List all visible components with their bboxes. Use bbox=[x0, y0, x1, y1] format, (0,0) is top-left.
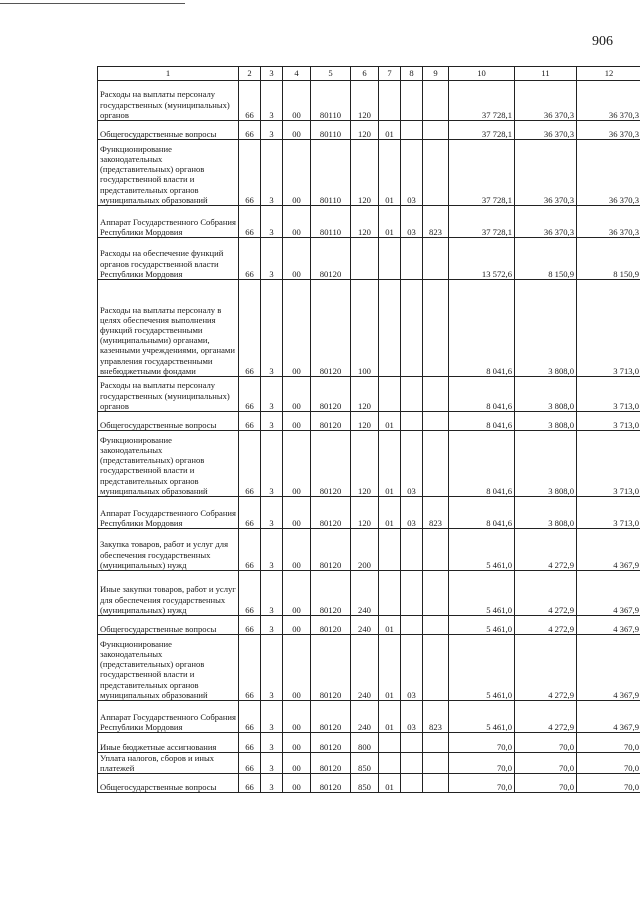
table-row bbox=[98, 635, 640, 701]
cell-col-8 bbox=[401, 81, 423, 121]
cell-col-2: 66 bbox=[239, 616, 261, 635]
cell-col-6: 240 bbox=[351, 616, 379, 635]
cell-col-10: 70,0 bbox=[449, 774, 515, 793]
cell-col-10: 5 461,0 bbox=[449, 635, 515, 701]
cell-col-4: 00 bbox=[283, 140, 311, 206]
cell-col-4: 00 bbox=[283, 431, 311, 497]
row-name: Расходы на выплаты персоналу государственных (муниципальных) органов bbox=[98, 377, 239, 412]
cell-col-8: 03 bbox=[401, 701, 423, 733]
cell-col-2: 66 bbox=[239, 753, 261, 774]
cell-col-11: 3 808,0 bbox=[515, 497, 577, 529]
cell-col-2: 66 bbox=[239, 497, 261, 529]
cell-col-4: 00 bbox=[283, 497, 311, 529]
cell-col-6: 200 bbox=[351, 529, 379, 571]
cell-col-9 bbox=[423, 121, 449, 140]
row-name: Функционирование законодательных (представительных) органов государственной власти и представительных органов муниципальных образований bbox=[98, 635, 239, 701]
cell-col-7: 01 bbox=[379, 497, 401, 529]
cell-col-5: 80120 bbox=[311, 238, 351, 280]
row-name: Общегосударственные вопросы bbox=[98, 774, 239, 793]
cell-col-6: 120 bbox=[351, 412, 379, 431]
header-col-1: 1 bbox=[98, 67, 239, 81]
cell-col-5: 80120 bbox=[311, 571, 351, 616]
cell-col-6 bbox=[351, 238, 379, 280]
cell-col-12: 36 370,3 bbox=[577, 206, 640, 238]
cell-col-11: 3 808,0 bbox=[515, 412, 577, 431]
cell-col-10: 8 041,6 bbox=[449, 497, 515, 529]
row-name: Функционирование законодательных (представительных) органов государственной власти и представительных органов муниципальных образований bbox=[98, 140, 239, 206]
cell-col-2: 66 bbox=[239, 121, 261, 140]
cell-col-8: 03 bbox=[401, 206, 423, 238]
header-col-5: 5 bbox=[311, 67, 351, 81]
cell-col-8 bbox=[401, 753, 423, 774]
table-row bbox=[98, 431, 640, 497]
cell-col-4: 00 bbox=[283, 571, 311, 616]
row-name: Аппарат Государственного Собрания Республики Мордовия bbox=[98, 701, 239, 733]
cell-col-11: 4 272,9 bbox=[515, 529, 577, 571]
cell-col-2: 66 bbox=[239, 206, 261, 238]
header-col-9: 9 bbox=[423, 67, 449, 81]
cell-col-5: 80120 bbox=[311, 280, 351, 377]
cell-col-2: 66 bbox=[239, 377, 261, 412]
cell-col-6: 120 bbox=[351, 206, 379, 238]
cell-col-7 bbox=[379, 571, 401, 616]
header-col-8: 8 bbox=[401, 67, 423, 81]
cell-col-10: 5 461,0 bbox=[449, 616, 515, 635]
cell-col-10: 8 041,6 bbox=[449, 280, 515, 377]
cell-col-3: 3 bbox=[261, 377, 283, 412]
cell-col-10: 37 728,1 bbox=[449, 121, 515, 140]
cell-col-4: 00 bbox=[283, 529, 311, 571]
cell-col-10: 37 728,1 bbox=[449, 206, 515, 238]
cell-col-5: 80110 bbox=[311, 140, 351, 206]
budget-table bbox=[97, 66, 640, 793]
table-row bbox=[98, 412, 640, 431]
cell-col-6: 120 bbox=[351, 377, 379, 412]
cell-col-7 bbox=[379, 529, 401, 571]
cell-col-10: 70,0 bbox=[449, 733, 515, 753]
cell-col-2: 66 bbox=[239, 529, 261, 571]
cell-col-6: 100 bbox=[351, 280, 379, 377]
cell-col-2: 66 bbox=[239, 81, 261, 121]
cell-col-3: 3 bbox=[261, 774, 283, 793]
cell-col-12: 36 370,3 bbox=[577, 81, 640, 121]
cell-col-7: 01 bbox=[379, 635, 401, 701]
cell-col-12: 36 370,3 bbox=[577, 121, 640, 140]
cell-col-11: 3 808,0 bbox=[515, 280, 577, 377]
cell-col-11: 3 808,0 bbox=[515, 431, 577, 497]
header-col-4: 4 bbox=[283, 67, 311, 81]
cell-col-9 bbox=[423, 753, 449, 774]
cell-col-7 bbox=[379, 238, 401, 280]
cell-col-2: 66 bbox=[239, 635, 261, 701]
cell-col-10: 13 572,6 bbox=[449, 238, 515, 280]
cell-col-8 bbox=[401, 616, 423, 635]
cell-col-3: 3 bbox=[261, 753, 283, 774]
cell-col-12: 36 370,3 bbox=[577, 140, 640, 206]
cell-col-8 bbox=[401, 238, 423, 280]
cell-col-2: 66 bbox=[239, 571, 261, 616]
cell-col-12: 4 367,9 bbox=[577, 616, 640, 635]
cell-col-2: 66 bbox=[239, 701, 261, 733]
table-row bbox=[98, 616, 640, 635]
cell-col-12: 3 713,0 bbox=[577, 431, 640, 497]
cell-col-9 bbox=[423, 412, 449, 431]
cell-col-5: 80120 bbox=[311, 377, 351, 412]
cell-col-4: 00 bbox=[283, 701, 311, 733]
cell-col-8 bbox=[401, 571, 423, 616]
cell-col-3: 3 bbox=[261, 497, 283, 529]
cell-col-7: 01 bbox=[379, 431, 401, 497]
cell-col-6: 120 bbox=[351, 431, 379, 497]
cell-col-3: 3 bbox=[261, 238, 283, 280]
cell-col-4: 00 bbox=[283, 412, 311, 431]
table-row bbox=[98, 140, 640, 206]
cell-col-5: 80120 bbox=[311, 774, 351, 793]
table-row bbox=[98, 121, 640, 140]
cell-col-3: 3 bbox=[261, 616, 283, 635]
cell-col-8: 03 bbox=[401, 431, 423, 497]
cell-col-11: 8 150,9 bbox=[515, 238, 577, 280]
cell-col-4: 00 bbox=[283, 753, 311, 774]
cell-col-6: 850 bbox=[351, 774, 379, 793]
cell-col-11: 36 370,3 bbox=[515, 206, 577, 238]
cell-col-11: 4 272,9 bbox=[515, 571, 577, 616]
cell-col-2: 66 bbox=[239, 733, 261, 753]
cell-col-11: 70,0 bbox=[515, 774, 577, 793]
cell-col-8 bbox=[401, 733, 423, 753]
cell-col-12: 4 367,9 bbox=[577, 701, 640, 733]
cell-col-12: 4 367,9 bbox=[577, 571, 640, 616]
cell-col-6: 120 bbox=[351, 121, 379, 140]
cell-col-3: 3 bbox=[261, 121, 283, 140]
cell-col-10: 5 461,0 bbox=[449, 571, 515, 616]
cell-col-4: 00 bbox=[283, 635, 311, 701]
cell-col-3: 3 bbox=[261, 81, 283, 121]
cell-col-6: 240 bbox=[351, 635, 379, 701]
cell-col-3: 3 bbox=[261, 280, 283, 377]
cell-col-7: 01 bbox=[379, 121, 401, 140]
table-row bbox=[98, 774, 640, 793]
cell-col-12: 8 150,9 bbox=[577, 238, 640, 280]
cell-col-6: 800 bbox=[351, 733, 379, 753]
table-row bbox=[98, 497, 640, 529]
cell-col-3: 3 bbox=[261, 140, 283, 206]
cell-col-6: 240 bbox=[351, 701, 379, 733]
cell-col-8: 03 bbox=[401, 497, 423, 529]
cell-col-5: 80120 bbox=[311, 431, 351, 497]
cell-col-11: 70,0 bbox=[515, 733, 577, 753]
cell-col-10: 8 041,6 bbox=[449, 412, 515, 431]
header-col-2: 2 bbox=[239, 67, 261, 81]
cell-col-3: 3 bbox=[261, 529, 283, 571]
cell-col-7: 01 bbox=[379, 701, 401, 733]
cell-col-5: 80120 bbox=[311, 529, 351, 571]
cell-col-11: 36 370,3 bbox=[515, 140, 577, 206]
cell-col-8 bbox=[401, 280, 423, 377]
row-name: Иные закупки товаров, работ и услуг для обеспечения государственных (муниципальных) нужд bbox=[98, 571, 239, 616]
table-row bbox=[98, 206, 640, 238]
cell-col-10: 5 461,0 bbox=[449, 529, 515, 571]
cell-col-9 bbox=[423, 635, 449, 701]
cell-col-12: 4 367,9 bbox=[577, 635, 640, 701]
cell-col-7: 01 bbox=[379, 774, 401, 793]
cell-col-2: 66 bbox=[239, 238, 261, 280]
row-name: Расходы на выплаты персоналу государственных (муниципальных) органов bbox=[98, 81, 239, 121]
row-name: Общегосударственные вопросы bbox=[98, 412, 239, 431]
cell-col-12: 4 367,9 bbox=[577, 529, 640, 571]
cell-col-7: 01 bbox=[379, 616, 401, 635]
cell-col-3: 3 bbox=[261, 206, 283, 238]
table-row bbox=[98, 529, 640, 571]
row-name: Иные бюджетные ассигнования bbox=[98, 733, 239, 753]
cell-col-5: 80110 bbox=[311, 206, 351, 238]
cell-col-8 bbox=[401, 412, 423, 431]
cell-col-4: 00 bbox=[283, 616, 311, 635]
cell-col-3: 3 bbox=[261, 571, 283, 616]
cell-col-7 bbox=[379, 753, 401, 774]
cell-col-6: 850 bbox=[351, 753, 379, 774]
row-name: Общегосударственные вопросы bbox=[98, 616, 239, 635]
cell-col-4: 00 bbox=[283, 238, 311, 280]
cell-col-4: 00 bbox=[283, 206, 311, 238]
cell-col-7: 01 bbox=[379, 140, 401, 206]
cell-col-5: 80110 bbox=[311, 121, 351, 140]
cell-col-4: 00 bbox=[283, 121, 311, 140]
cell-col-3: 3 bbox=[261, 635, 283, 701]
cell-col-8 bbox=[401, 377, 423, 412]
table-row bbox=[98, 280, 640, 377]
table-row bbox=[98, 81, 640, 121]
row-name: Общегосударственные вопросы bbox=[98, 121, 239, 140]
table-row bbox=[98, 238, 640, 280]
cell-col-12: 70,0 bbox=[577, 753, 640, 774]
cell-col-4: 00 bbox=[283, 774, 311, 793]
cell-col-10: 37 728,1 bbox=[449, 140, 515, 206]
cell-col-10: 70,0 bbox=[449, 753, 515, 774]
cell-col-12: 3 713,0 bbox=[577, 412, 640, 431]
cell-col-6: 120 bbox=[351, 81, 379, 121]
cell-col-8 bbox=[401, 121, 423, 140]
cell-col-11: 3 808,0 bbox=[515, 377, 577, 412]
cell-col-3: 3 bbox=[261, 701, 283, 733]
row-name: Уплата налогов, сборов и иных платежей bbox=[98, 753, 239, 774]
cell-col-8 bbox=[401, 529, 423, 571]
row-name: Расходы на обеспечение функций органов государственной власти Республики Мордовия bbox=[98, 238, 239, 280]
cell-col-11: 4 272,9 bbox=[515, 701, 577, 733]
cell-col-10: 8 041,6 bbox=[449, 431, 515, 497]
cell-col-4: 00 bbox=[283, 733, 311, 753]
header-col-7: 7 bbox=[379, 67, 401, 81]
cell-col-10: 5 461,0 bbox=[449, 701, 515, 733]
cell-col-8: 03 bbox=[401, 140, 423, 206]
cell-col-2: 66 bbox=[239, 412, 261, 431]
top-rule bbox=[0, 3, 185, 4]
cell-col-5: 80120 bbox=[311, 701, 351, 733]
cell-col-4: 00 bbox=[283, 377, 311, 412]
cell-col-3: 3 bbox=[261, 431, 283, 497]
cell-col-2: 66 bbox=[239, 280, 261, 377]
table-row bbox=[98, 571, 640, 616]
cell-col-7: 01 bbox=[379, 206, 401, 238]
cell-col-9 bbox=[423, 571, 449, 616]
cell-col-4: 00 bbox=[283, 280, 311, 377]
cell-col-11: 4 272,9 bbox=[515, 635, 577, 701]
cell-col-5: 80110 bbox=[311, 81, 351, 121]
cell-col-11: 36 370,3 bbox=[515, 81, 577, 121]
cell-col-5: 80120 bbox=[311, 497, 351, 529]
cell-col-12: 3 713,0 bbox=[577, 497, 640, 529]
cell-col-7 bbox=[379, 733, 401, 753]
header-col-3: 3 bbox=[261, 67, 283, 81]
cell-col-9: 823 bbox=[423, 206, 449, 238]
cell-col-5: 80120 bbox=[311, 412, 351, 431]
cell-col-7 bbox=[379, 280, 401, 377]
cell-col-12: 3 713,0 bbox=[577, 280, 640, 377]
cell-col-9 bbox=[423, 431, 449, 497]
cell-col-2: 66 bbox=[239, 774, 261, 793]
cell-col-9 bbox=[423, 733, 449, 753]
table-row bbox=[98, 733, 640, 753]
row-name: Закупка товаров, работ и услуг для обеспечения государственных (муниципальных) нужд bbox=[98, 529, 239, 571]
cell-col-5: 80120 bbox=[311, 753, 351, 774]
header-row bbox=[98, 67, 640, 81]
cell-col-6: 240 bbox=[351, 571, 379, 616]
row-name: Аппарат Государственного Собрания Республики Мордовия bbox=[98, 206, 239, 238]
header-col-12: 12 bbox=[577, 67, 640, 81]
cell-col-2: 66 bbox=[239, 140, 261, 206]
row-name: Аппарат Государственного Собрания Республики Мордовия bbox=[98, 497, 239, 529]
cell-col-12: 70,0 bbox=[577, 733, 640, 753]
cell-col-3: 3 bbox=[261, 733, 283, 753]
cell-col-9: 823 bbox=[423, 497, 449, 529]
header-col-6: 6 bbox=[351, 67, 379, 81]
row-name: Функционирование законодательных (представительных) органов государственной власти и представительных органов муниципальных образований bbox=[98, 431, 239, 497]
cell-col-10: 8 041,6 bbox=[449, 377, 515, 412]
cell-col-2: 66 bbox=[239, 431, 261, 497]
header-col-11: 11 bbox=[515, 67, 577, 81]
cell-col-9 bbox=[423, 238, 449, 280]
page-number: 906 bbox=[592, 34, 613, 49]
table-row bbox=[98, 701, 640, 733]
cell-col-5: 80120 bbox=[311, 635, 351, 701]
cell-col-6: 120 bbox=[351, 140, 379, 206]
table-body bbox=[98, 81, 640, 793]
cell-col-11: 4 272,9 bbox=[515, 616, 577, 635]
header-col-10: 10 bbox=[449, 67, 515, 81]
cell-col-7 bbox=[379, 81, 401, 121]
cell-col-11: 36 370,3 bbox=[515, 121, 577, 140]
cell-col-9 bbox=[423, 280, 449, 377]
cell-col-9 bbox=[423, 529, 449, 571]
cell-col-5: 80120 bbox=[311, 733, 351, 753]
cell-col-12: 70,0 bbox=[577, 774, 640, 793]
cell-col-3: 3 bbox=[261, 412, 283, 431]
cell-col-12: 3 713,0 bbox=[577, 377, 640, 412]
cell-col-9 bbox=[423, 377, 449, 412]
cell-col-9 bbox=[423, 616, 449, 635]
table-row bbox=[98, 753, 640, 774]
cell-col-7: 01 bbox=[379, 412, 401, 431]
table-row bbox=[98, 377, 640, 412]
cell-col-9 bbox=[423, 140, 449, 206]
cell-col-4: 00 bbox=[283, 81, 311, 121]
cell-col-5: 80120 bbox=[311, 616, 351, 635]
row-name: Расходы на выплаты персоналу в целях обеспечения выполнения функций государственными (муниципальными) органами, казенными учреждениями, органами управления государственными внебюджетными фондами bbox=[98, 280, 239, 377]
cell-col-6: 120 bbox=[351, 497, 379, 529]
cell-col-9: 823 bbox=[423, 701, 449, 733]
cell-col-7 bbox=[379, 377, 401, 412]
cell-col-9 bbox=[423, 774, 449, 793]
cell-col-8: 03 bbox=[401, 635, 423, 701]
cell-col-9 bbox=[423, 81, 449, 121]
cell-col-10: 37 728,1 bbox=[449, 81, 515, 121]
cell-col-8 bbox=[401, 774, 423, 793]
cell-col-11: 70,0 bbox=[515, 753, 577, 774]
